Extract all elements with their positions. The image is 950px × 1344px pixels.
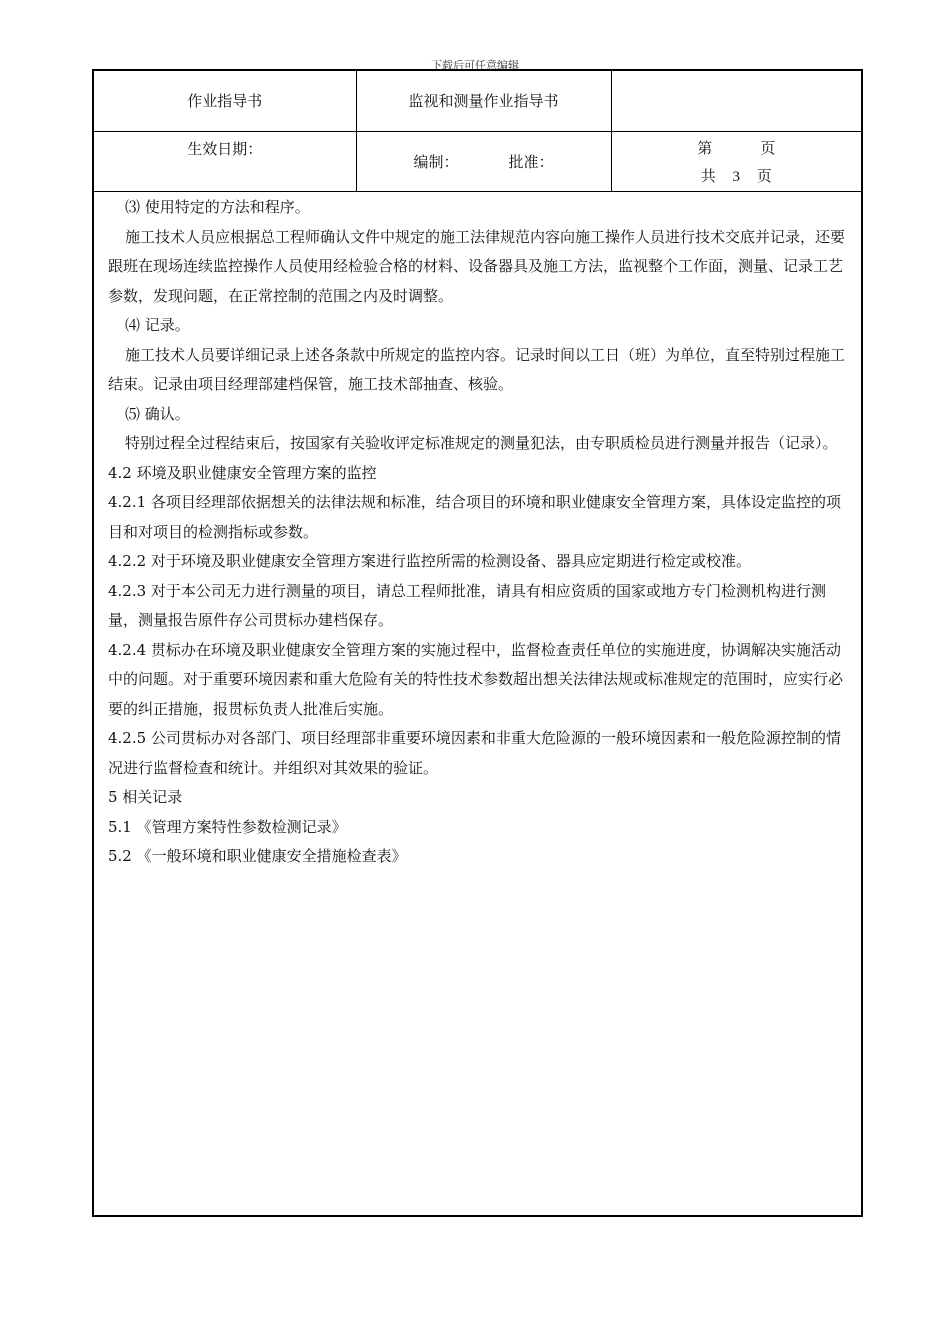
item-4-heading: ⑷ 记录。 (125, 316, 190, 334)
section-4-2-3: 4.2.3 对于本公司无力进行测量的项目，请总工程师批准，请具有相应资质的国家或地方专门检测机构进行测量，测量报告原件存公司贯标办建档保存。 (108, 581, 826, 629)
item-3-paragraph: 施工技术人员应根据总工程师确认文件中规定的施工法律规范内容向施工操作人员进行技术交底并记录，还要跟班在现场连续监控操作人员使用经检验合格的材料、设备器具及施工方法，监视整个工作面，测量、记录工艺参数，发现问题，在正常控制的范围之内及时调整。 (108, 227, 846, 305)
page-info-cell (611, 131, 861, 191)
item-5-paragraph: 特别过程全过程结束后，按国家有关验收评定标准规定的测量犯法，由专职质检员进行测量并报告（记录）。 (125, 434, 838, 452)
watermark-text: 下载后可任意编辑 (431, 59, 519, 72)
effective-date-cell (94, 131, 356, 191)
item-3-heading: ⑶ 使用特定的方法和程序。 (125, 198, 310, 216)
total-pages-value: 3 (732, 168, 740, 185)
document-frame (92, 69, 863, 1217)
section-4-2-2: 4.2.2 对于环境及职业健康安全管理方案进行监控所需的检测设备、器具应定期进行检定或校准。 (108, 552, 751, 570)
header-table (94, 71, 861, 192)
section-4-2-1: 4.2.1 各项目经理部依据想关的法律法规和标准，结合项目的环境和职业健康安全管理方案，具体设定监控的项目和对项目的检测指标或参数。 (108, 493, 841, 541)
section-5-heading: 5 相关记录 (108, 788, 183, 806)
section-5-1: 5.1 《管理方案特性参数检测记录》 (108, 817, 347, 836)
section-5-2: 5.2 《一般环境和职业健康安全措施检查表》 (108, 847, 407, 865)
total-pages-line: 共 3 页 (700, 166, 772, 185)
section-4-2-5: 4.2.5 公司贯标办对各部门、项目经理部非重要环境因素和非重大危险源的一般环境因素和一般危险源控制的情况进行监督检查和统计。并组织对其效果的验证。 (108, 729, 841, 777)
doc-title-cell: 监视和测量作业指导书 (356, 71, 611, 131)
editor-label: 编制： (413, 152, 459, 171)
effective-date-label: 生效日期： (187, 139, 263, 158)
document-body (108, 193, 853, 872)
item-5-heading: ⑸ 确认。 (125, 404, 190, 423)
sign-cell (356, 131, 611, 191)
blank-cell (611, 71, 861, 131)
section-4-2-4: 4.2.4 贯标办在环境及职业健康安全管理方案的实施过程中，监督检查责任单位的实施进度，协调解决实施活动中的问题。对于重要环境因素和重大危险有关的特性技术参数超出想关法律法规或标准规定的范围时，应实行必要的纠正措施，报贯标负责人批准后实施。 (108, 640, 844, 718)
doc-type-cell: 作业指导书 (94, 71, 356, 131)
approver-label: 批准： (508, 152, 554, 171)
section-4-2-heading: 4.2 环境及职业健康安全管理方案的监控 (108, 463, 377, 482)
item-4-paragraph: 施工技术人员要详细记录上述各条款中所规定的监控内容。记录时间以工日（班）为单位，直至特别过程施工结束。记录由项目经理部建档保管，施工技术部抽查、核验。 (108, 345, 846, 393)
page-number-line: 第 页 (697, 138, 776, 157)
